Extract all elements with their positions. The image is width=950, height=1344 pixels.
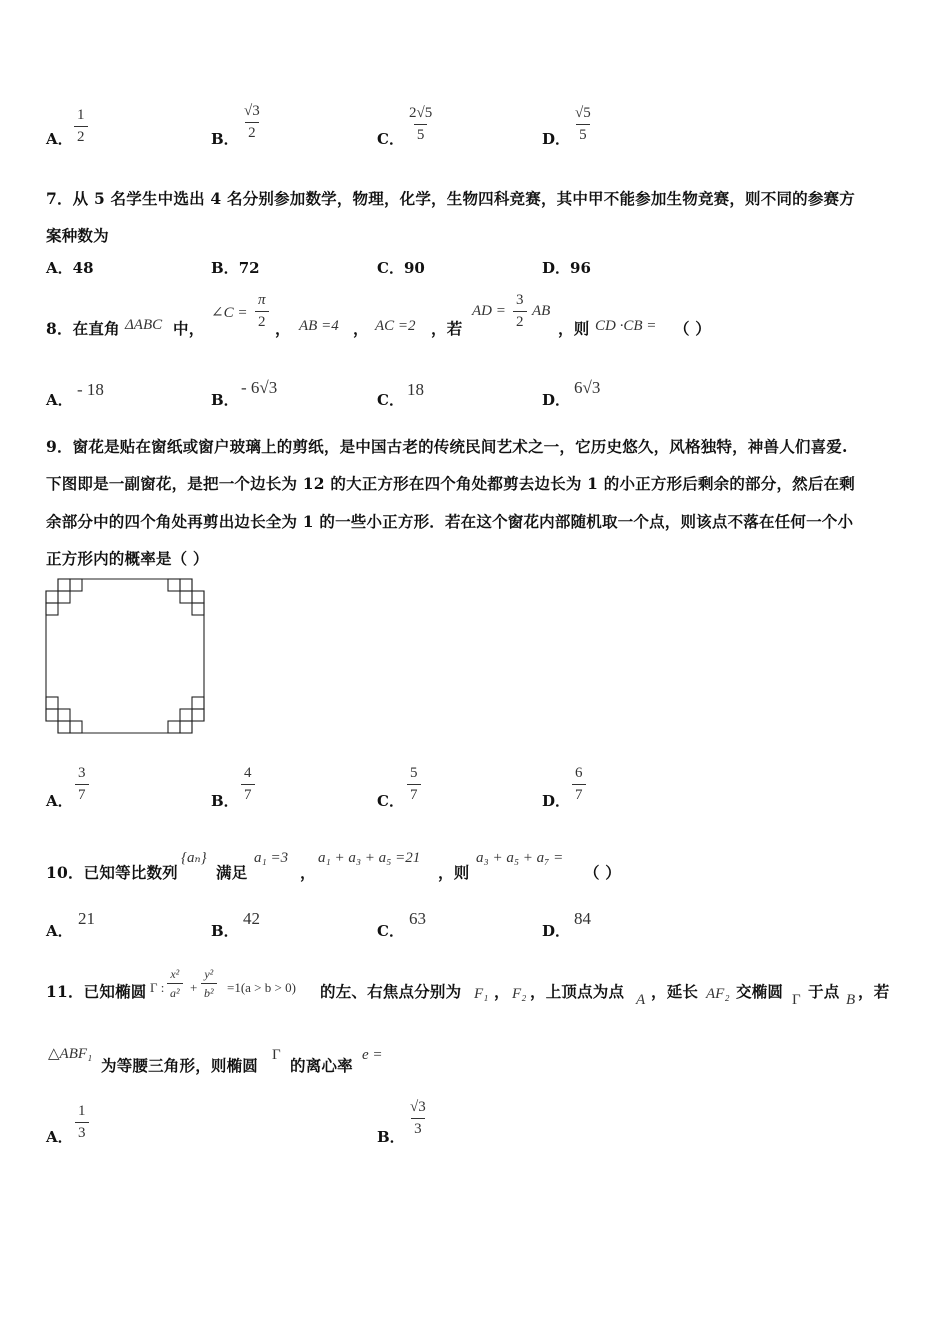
q11-text: 于点 bbox=[808, 982, 840, 1001]
q11-text: 交椭圆 bbox=[736, 982, 784, 1001]
q11-text: ，若 bbox=[858, 982, 890, 1001]
option-label: B． bbox=[211, 922, 239, 940]
q10-sequence: {aₙ} bbox=[181, 850, 207, 866]
option-value: 6√3 bbox=[574, 378, 601, 397]
q11-text: ，延长 bbox=[651, 982, 699, 1001]
option-label: D． bbox=[542, 259, 571, 277]
option-label: C． bbox=[377, 259, 404, 277]
q7-option-c[interactable] bbox=[377, 257, 425, 278]
option-fraction: $\frac{3}{7}$ bbox=[75, 766, 89, 803]
option-value: 18 bbox=[407, 380, 424, 399]
q10-text: ，则 bbox=[438, 863, 470, 882]
q11-x-term bbox=[167, 968, 183, 999]
q11-text: 的离心率 bbox=[290, 1056, 353, 1075]
option-fraction: $\frac{4}{7}$ bbox=[241, 766, 255, 803]
window-flower-figure bbox=[44, 576, 208, 736]
option-value: - 6√3 bbox=[241, 378, 278, 397]
q11-f2: F₂ bbox=[512, 986, 527, 1002]
fraction-numerator: x² bbox=[170, 967, 180, 981]
option-label: A． bbox=[46, 259, 73, 277]
q8-pi-over-2 bbox=[255, 293, 269, 330]
q11-gamma: Γ : bbox=[150, 980, 165, 995]
q11-point-b: B bbox=[846, 992, 856, 1008]
fraction-denominator: 2 bbox=[513, 311, 527, 330]
option-label: B． bbox=[211, 391, 239, 409]
option-label: B． bbox=[211, 130, 239, 148]
q8-text: ，则 bbox=[558, 319, 590, 338]
q8-dot-product: CD ·CB = bbox=[595, 318, 657, 334]
option-value: 90 bbox=[403, 259, 425, 277]
q8-ad: AD = bbox=[472, 303, 506, 319]
q10-answer-paren: （ ） bbox=[584, 863, 621, 882]
option-label: C． bbox=[377, 792, 404, 810]
q8-text: ， bbox=[353, 319, 369, 338]
q10-target: a₃ + a₅ + a₇ = bbox=[476, 850, 564, 866]
option-label: A． bbox=[46, 130, 73, 148]
option-fraction: $\frac{√5}{5}$ bbox=[575, 105, 591, 143]
q11-text: ，上顶点为点 bbox=[530, 982, 625, 1001]
q7-stem-line-1: 7．从 5 名学生中选出 4 名分别参加数学，物理，化学，生物四科竞赛，其中甲不能参加生物竞赛，则不同的参赛方 bbox=[46, 189, 855, 208]
option-label: C． bbox=[377, 391, 404, 409]
q10-text: 满足 bbox=[216, 863, 248, 882]
option-value: - 18 bbox=[77, 380, 104, 399]
q8-triangle: ΔABC bbox=[125, 317, 163, 333]
option-label: C． bbox=[377, 922, 404, 940]
q10-condition-2: a₁ + a₃ + a₅ =21 bbox=[318, 850, 421, 866]
fraction-numerator: 3 bbox=[516, 292, 524, 308]
option-label: D． bbox=[542, 130, 571, 148]
q11-text: 的左、右焦点分别为 bbox=[320, 982, 462, 1001]
option-value: 21 bbox=[78, 909, 95, 928]
fraction-denominator: a² bbox=[167, 983, 183, 999]
option-value: 42 bbox=[243, 909, 260, 928]
q9-stem-line-2: 下图即是一副窗花，是把一个边长为 12 的大正方形在四个角处都剪去边长为 1 的小正方形后剩余的部分，然后在剩 bbox=[46, 474, 855, 493]
q8-text: ，若 bbox=[431, 319, 463, 338]
q11-f1: F₁ bbox=[474, 986, 489, 1002]
q11-gamma-3: Γ bbox=[272, 1047, 281, 1063]
option-label: A． bbox=[46, 792, 73, 810]
option-fraction: $\frac{1}{2}$ bbox=[74, 108, 88, 145]
fraction-numerator: y² bbox=[204, 967, 214, 981]
q7-option-b[interactable] bbox=[211, 257, 260, 278]
q11-gamma-2: Γ bbox=[792, 992, 801, 1008]
option-fraction: $\frac{√3}{3}$ bbox=[410, 1099, 426, 1137]
q8-prefix: 8．在直角 bbox=[46, 319, 120, 338]
fraction-denominator: b² bbox=[201, 983, 217, 999]
q8-ac: AC =2 bbox=[375, 318, 416, 334]
option-label: B． bbox=[377, 1128, 405, 1146]
q8-ab-vector: AB bbox=[532, 303, 551, 319]
fraction-denominator: 2 bbox=[255, 311, 269, 330]
option-fraction: $\frac{6}{7}$ bbox=[572, 766, 586, 803]
q10-text: ， bbox=[300, 863, 316, 882]
q8-three-halves bbox=[513, 293, 527, 330]
option-value: 63 bbox=[409, 909, 426, 928]
option-label: D． bbox=[542, 391, 571, 409]
q8-ab: AB =4 bbox=[299, 318, 339, 334]
q9-stem-line-3: 余部分中的四个角处再剪出边长全为 1 的一些小正方形．若在这个窗花内部随机取一个点，则该点不落在任何一个小 bbox=[46, 512, 854, 531]
q8-text: ， bbox=[275, 319, 291, 338]
q8-angle: ∠C = bbox=[211, 305, 248, 321]
q11-y-term bbox=[201, 968, 217, 999]
q10-prefix: 10．已知等比数列 bbox=[46, 863, 178, 882]
q11-plus: + bbox=[190, 980, 198, 995]
q11-triangle: △ABF₁ bbox=[48, 1046, 93, 1062]
q8-answer-paren: （ ） bbox=[674, 319, 711, 338]
option-fraction: $\frac{√3}{2}$ bbox=[244, 103, 260, 141]
q7-option-d[interactable] bbox=[542, 257, 591, 278]
q9-stem-line-1: 9．窗花是贴在窗纸或窗户玻璃上的剪纸，是中国古老的传统民间艺术之一，它历史悠久，风格独特，神兽人们喜爱. bbox=[46, 437, 848, 456]
option-label: A． bbox=[46, 391, 73, 409]
q11-text: 为等腰三角形，则椭圆 bbox=[101, 1056, 259, 1075]
option-value: 72 bbox=[238, 259, 260, 277]
option-label: C． bbox=[377, 130, 404, 148]
option-fraction: $\frac{2√5}{5}$ bbox=[409, 105, 433, 143]
option-label: A． bbox=[46, 922, 73, 940]
q11-ellipse-eq: =1(a > b > 0) bbox=[227, 980, 296, 995]
option-label: B． bbox=[211, 792, 239, 810]
option-value: 96 bbox=[570, 259, 591, 277]
option-value: 48 bbox=[72, 259, 94, 277]
q9-stem-line-4: 正方形内的概率是（ ） bbox=[46, 549, 209, 568]
q11-prefix: 11．已知椭圆 bbox=[46, 982, 147, 1001]
q11-eccentricity: e = bbox=[362, 1047, 383, 1063]
option-fraction: $\frac{1}{3}$ bbox=[75, 1104, 89, 1141]
option-label: D． bbox=[542, 792, 571, 810]
q8-text: 中， bbox=[173, 319, 205, 338]
option-value: 84 bbox=[574, 909, 591, 928]
option-label: A． bbox=[46, 1128, 73, 1146]
option-label: D． bbox=[542, 922, 571, 940]
q7-option-a[interactable] bbox=[46, 257, 94, 278]
q11-text: ， bbox=[494, 982, 510, 1001]
q11-point-a: A bbox=[636, 992, 646, 1008]
q10-condition-1: a₁ =3 bbox=[254, 850, 289, 866]
fraction-numerator: π bbox=[258, 292, 266, 308]
q7-stem-line-2: 案种数为 bbox=[46, 226, 109, 245]
option-fraction: $\frac{5}{7}$ bbox=[407, 766, 421, 803]
option-label: B． bbox=[211, 259, 239, 277]
q11-af2: AF₂ bbox=[706, 986, 730, 1002]
